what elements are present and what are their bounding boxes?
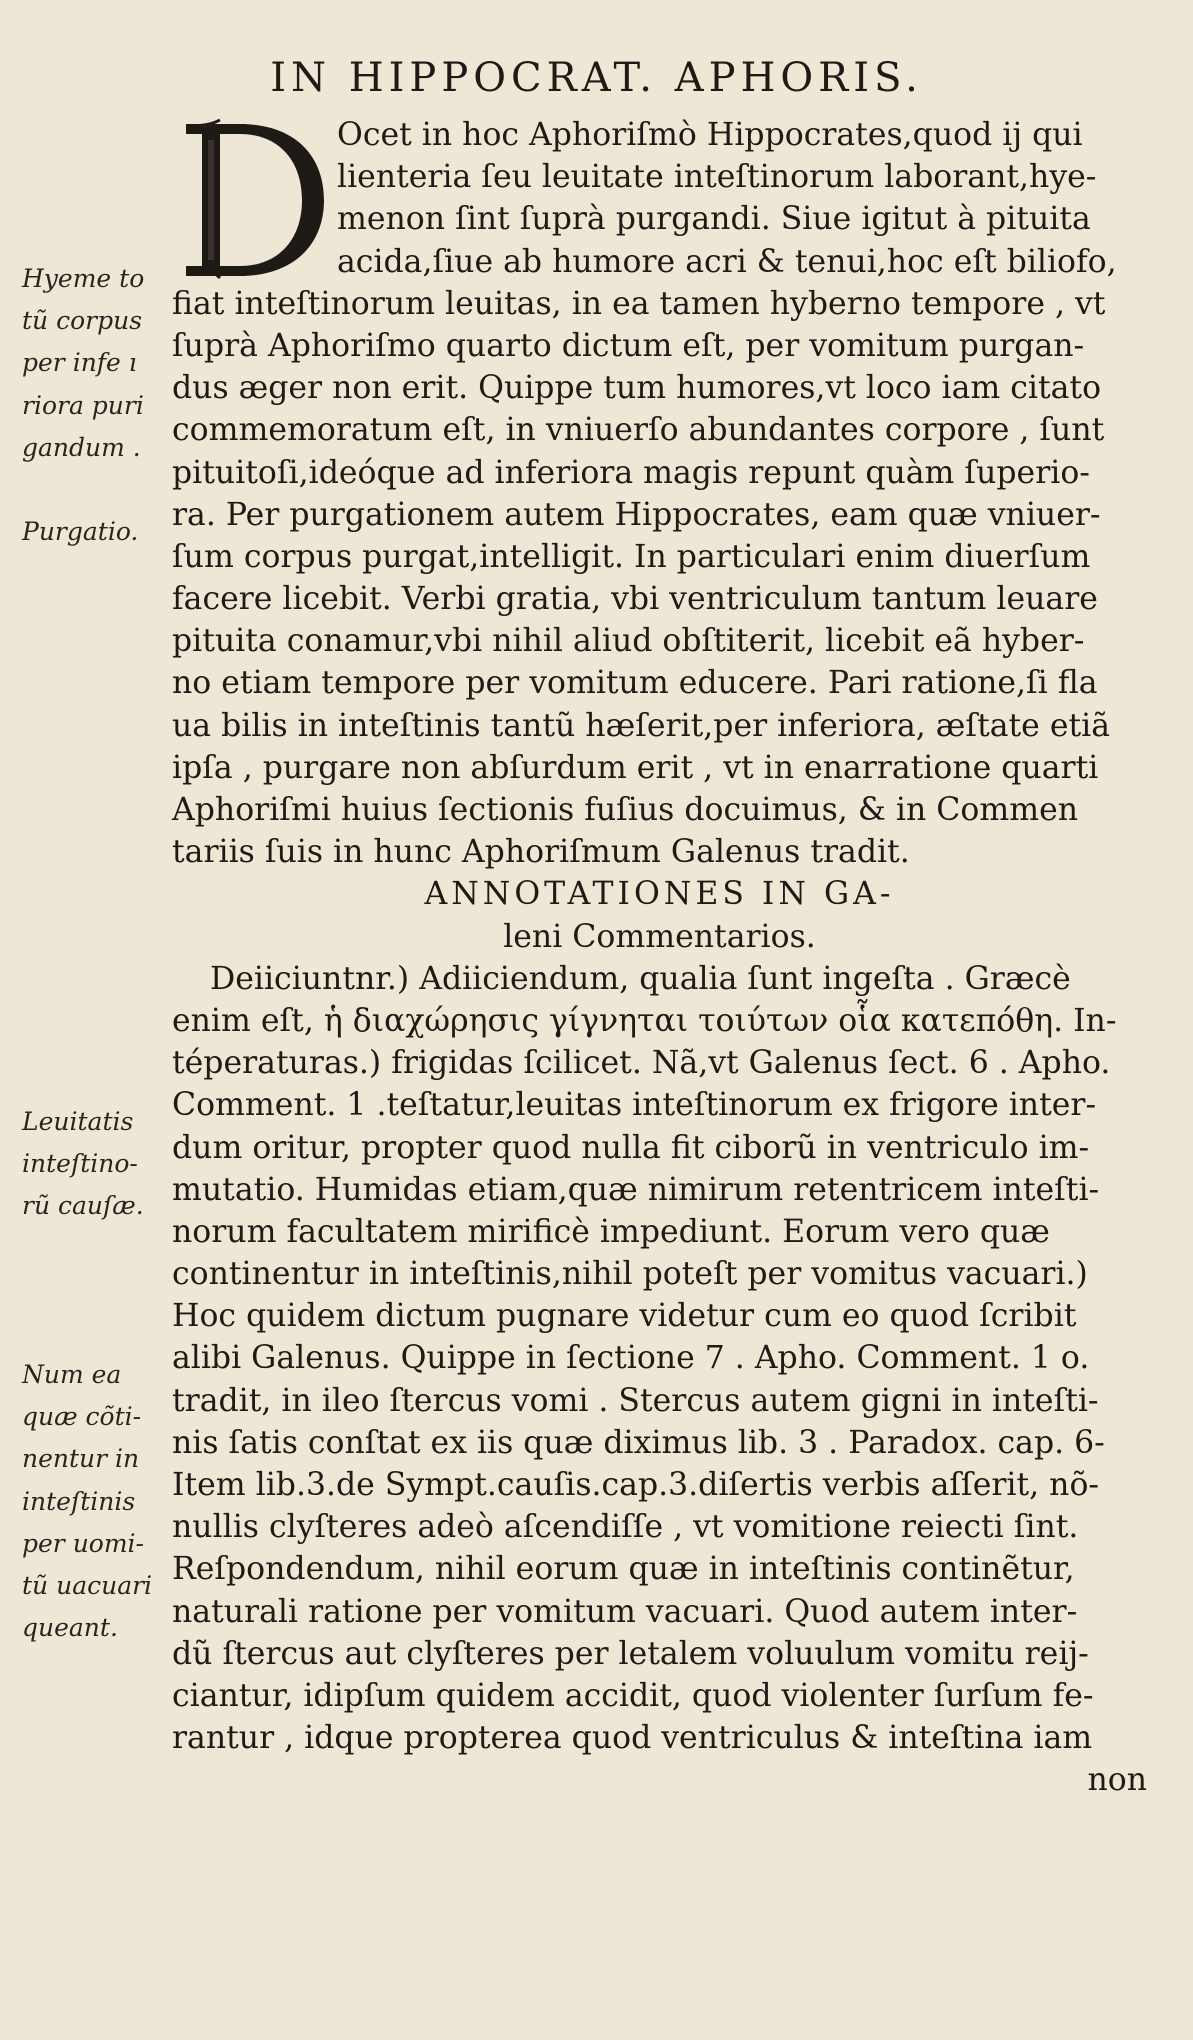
annotation-line: Deiiciuntnr.) Adiiciendum, qualia ſunt ingeſta . Græcè (210, 960, 1071, 997)
annotation-line: ciantur, idipſum quidem accidit, quod violenter ſurſum fe- (172, 1677, 1094, 1714)
body-line: acida,ſiue ab humore acri & tenui,hoc eſt biliofo, (337, 243, 1117, 280)
body-line: commemoratum eſt, in vniuerſo abundantes corpore , ſunt (172, 412, 1105, 449)
annotation-line: Hoc quidem dictum pugnare videtur cum eo quod ſcribit (172, 1298, 1077, 1335)
body-line: Aphoriſmi huius ſectionis fuſius docuimus, & in Commen (172, 792, 1078, 828)
margin-note-line: Num ea (22, 1360, 122, 1389)
margin-note-line: Purgatio. (22, 517, 139, 546)
annotation-line: alibi Galenus. Quippe in ſectione 7 . Apho. Comment. 1 o. (172, 1340, 1090, 1377)
body-line: ipſa , purgare non abſurdum erit , vt in enarratione quarti (172, 749, 1099, 786)
body-line: ua bilis in inteſtinis tantũ hæſerit,per inferiora, æſtate etiã (172, 707, 1110, 744)
body-line: pituita conamur,vbi nihil aliud obſtiterit, licebit eã hyber- (172, 623, 1085, 660)
margin-note-leuitatis (22, 1101, 172, 1228)
annotation-line: dũ ſtercus aut clyſteres per letalem voluulum vomitu reij- (172, 1635, 1089, 1672)
margin-note-line: riora puri (22, 390, 144, 420)
running-head: IN HIPPOCRAT. APHORIS. (270, 55, 923, 101)
annotation-line: Reſpondendum, nihil eorum quæ in inteſtinis continẽtur, (172, 1551, 1075, 1588)
margin-note-line: nentur in (22, 1444, 140, 1474)
margin-note-line: inteſtinis (22, 1486, 136, 1516)
annotation-line: naturali ratione per vomitum vacuari. Quod autem inter- (172, 1593, 1078, 1630)
body-line: menon ſint ſuprà purgandi. Siue igitut à pituita (337, 201, 1091, 238)
body-line: tariis ſuis in hunc Aphoriſmum Galenus tradit. (172, 834, 910, 871)
annotation-line: tradit, in ileo ſtercus vomi . Stercus autem gigni in inteſti- (172, 1382, 1099, 1419)
margin-note-line: gandum . (22, 432, 141, 462)
annotation-line: nullis clyſteres adeò aſcendiſſe , vt vomitione reiecti ſint. (172, 1509, 1079, 1546)
margin-note-line: tũ uacuari (22, 1570, 153, 1600)
annotations-subheading: leni Commentarios. (503, 918, 816, 955)
body-line: ſum corpus purgat,intelligit. In particulari enim diuerſum (172, 538, 1091, 575)
body-line: Ocet in hoc Aphoriſmò Hippocrates,quod ij qui (337, 117, 1083, 153)
annotation-line: enim eſt, ἡ διαχώρησις γίγνηται τοιύτων οἷα κατεπόθη. In- (172, 1002, 1117, 1039)
margin-note-line: quæ cõti- (22, 1402, 142, 1432)
margin-note-hyeme (22, 258, 172, 469)
margin-note-line: Hyeme to (22, 264, 145, 293)
margin-note-line: rũ cauſæ. (22, 1191, 144, 1221)
margin-note-line: Leuitatis (22, 1107, 134, 1136)
annotations-heading: ANNOTATIONES IN GA- (424, 876, 895, 913)
margin-note-line: queant. (22, 1613, 118, 1643)
body-line: pituitoſi,ideóque ad inferiora magis repunt quàm ſuperio- (172, 454, 1090, 491)
margin-note-num-ea (22, 1354, 172, 1649)
annotation-line: Item lib.3.de Sympt.cauſis.cap.3.diſertis verbis aſſerit, nõ- (172, 1467, 1100, 1503)
main-text (172, 114, 1147, 1802)
annotation-line: rantur , idque propterea quod ventriculus & inteſtina iam (172, 1720, 1093, 1757)
annotation-line: Comment. 1 .teſtatur,leuitas inteſtinorum ex frigore inter- (172, 1087, 1097, 1124)
annotation-line: nis ſatis conſtat ex iis quæ diximus lib. 3 . Paradox. cap. 6- (172, 1424, 1105, 1461)
annotation-line: mutatio. Humidas etiam,quæ nimirum retentricem inteſti- (172, 1171, 1100, 1208)
catchword: non (1087, 1762, 1147, 1799)
body-line: facere licebit. Verbi gratia, vbi ventriculum tantum leuare (172, 581, 1098, 618)
body-line: lienteria ſeu leuitate inteſtinorum laborant,hye- (337, 159, 1097, 196)
margin-note-purgatio (22, 511, 172, 553)
body-line: fiat inteſtinorum leuitas, in ea tamen hyberno tempore , vt (172, 285, 1106, 322)
margin-note-line: tũ corpus (22, 306, 143, 336)
margin-note-line: inteſtino- (22, 1149, 138, 1179)
annotation-line: téperaturas.) frigidas ſcilicet. Nã,vt Galenus ſect. 6 . Apho. (172, 1045, 1111, 1082)
margin-note-line: per uomi- (22, 1528, 144, 1558)
body-line: ſuprà Aphoriſmo quarto dictum eſt, per vomitum purgan- (172, 327, 1085, 364)
body-line: ra. Per purgationem autem Hippocrates, eam quæ vniuer- (172, 496, 1101, 533)
annotation-line: continentur in inteſtinis,nihil poteſt per vomitus vacuari.) (172, 1256, 1088, 1293)
body-line: dus æger non erit. Quippe tum humores,vt loco iam citato (172, 370, 1102, 407)
margin-note-line: per infe ı (22, 348, 137, 378)
body-line: no etiam tempore per vomitum educere. Pari ratione,ſi fla (172, 665, 1098, 702)
annotation-line: norum facultatem mirificè impediunt. Eorum vero quæ (172, 1213, 1050, 1250)
annotation-line: dum oritur, propter quod nulla fit ciborũ in ventriculo im- (172, 1129, 1090, 1166)
